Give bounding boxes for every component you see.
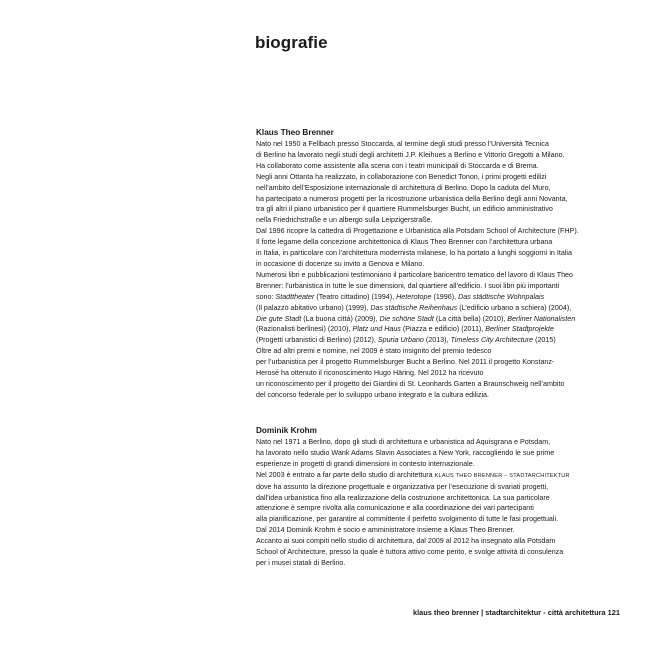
text-run: (Progetti urbanistici di Berlino) (2012), [256,336,378,345]
bio-line: Oltre ad altri premi e nomine, nel 2009 è stato insignito del premio tedesco [256,347,492,356]
book-title: Die schöne Stadt [379,314,434,323]
bio-line: ha lavorato nello studio Wank Adams Slavin Associates a New York, raccogliendo le sue prime [256,448,555,457]
bio-line: ha partecipato a numerosi progetti per la ricostruzione urbanistica della Berlino degli anni Novanta, [256,194,568,203]
bio-line: per i musei statali di Berlino. [256,558,346,567]
bio-line: dall’idea urbanistica fino alla realizzazione della costruzione architettonica. La sua particolare [256,493,550,502]
text-run: (Teatro cittadino) (1994), [314,292,397,301]
text-run: Nel 2003 è entrato a far parte dello studio di architettura [256,470,435,479]
book-title: Stadttheater [275,292,315,301]
bio-line-books [256,303,628,314]
bio-line: un riconoscimento per il progetto dei Giardini di St. Leonhards Garten a Braunschweig nell’ambito [256,379,565,388]
text-run: (La buona città) (2009), [301,314,380,323]
bio-line: Numerosi libri e pubblicazioni testimoniano il particolare baricentro tematico del lavoro di Klaus Theo [256,270,573,279]
bio-line: dove ha assunto la direzione progettuale e organizzativa per l’esecuzione di svariati progetti, [256,482,549,491]
bio-line: in occasione di docenze su invito a Genova e Milano. [256,259,425,268]
office-name: KLAUS THEO BRENNER – STADTARCHITEKTUR [434,472,570,479]
bio-line-books [256,314,628,325]
bio-heading-krohm: Dominik Krohm [256,426,317,435]
book-title: Das städtische Reihenhaus [370,303,458,312]
bio-line: di Berlino ha lavorato negli studi degli architetti J.P. Kleihues a Berlino e Vittorio Gregotti a Milano. [256,150,565,159]
bio-line: nella Friedrichstraße e un albergo sulla Leipzigerstraße. [256,216,433,225]
text-run: (Piazza e edificio) (2011), [400,325,486,334]
text-run: (Razionalisti berlinesi) (2010), [256,325,353,334]
bio-line: Nato nel 1950 a Fellbach presso Stoccarda, al termine degli studi presso l’Università Tecnica [256,140,549,148]
book-title: Die gute Stadt [256,314,302,323]
book-title: Berliner Nationalisten [507,314,576,323]
bio-line: Accanto ai suoi compiti nello studio di architettura, dal 2009 al 2012 ha insegnato alla Potsdam [256,537,556,546]
bio-line: nell’ambito dell’Esposizione internazionale di architettura di Berlino. Dopo la caduta del Muro, [256,183,551,192]
bio-line: Dal 2014 Dominik Krohm è socio e amministratore insieme a Klaus Theo Brenner. [256,526,515,535]
bio-line: in Italia, in particolare con l’architettura modernista milanese, lo ha portato a lunghi soggiorni in Italia [256,249,572,258]
page-footer: klaus theo brenner | stadtarchitektur - città architettura 121 [412,608,620,617]
bio-line-books [256,292,628,303]
text-run: (L’edificio urbano a schiera) (2004), [457,303,572,312]
book-title: Platz und Haus [352,325,401,334]
bio-line: Negli anni Ottanta ha realizzato, in collaborazione con Benedict Tonon, i primi progetti edilizi [256,172,547,181]
book-title: Das städtische Wohnpalais [458,292,545,301]
bio-line: del concorso federale per lo sviluppo urbano integrato e la cultura edilizia. [256,390,490,399]
text-run: (Il palazzo abitativo urbano) (1999), [256,303,371,312]
bio-line-books [256,324,628,335]
text-run: (La città bella) (2010), [433,314,508,323]
book-title: Berliner Stadtprojekte [485,325,554,334]
bio-heading-brenner: Klaus Theo Brenner [256,128,334,137]
bio-klaus-theo-brenner [256,127,628,401]
bio-line: Herosé ha ottenuto il riconoscimento Hugo Häring. Nel 2012 ha ricevuto [256,369,484,378]
book-title: Spuria Urbano [377,336,424,345]
book-title: Timeless City Architecture [450,336,534,345]
text-run: (1996), [431,292,459,301]
bio-line: esperienze in progetti di grandi dimensioni in contesto internazionale. [256,459,475,468]
bio-line-office [256,470,628,482]
bio-line: Brenner: l’urbanistica in tutte le sue dimensioni, dal quartiere all’edificio. I suoi libri più importanti [256,281,560,290]
text-run: (2015) [533,336,556,345]
bio-line: Nato nel 1971 a Berlino, dopo gli studi di architettura e urbanistica ad Aquisgrana e Potsdam, [256,438,551,446]
bio-line: tra gli altri il piano urbanistico per il quartiere Rummelsburger Bucht, un edificio amministrativo [256,205,553,214]
bio-line: Dal 1996 ricopre la cattedra di Progettazione e Urbanistica alla Potsdam School of Architecture (FHP). [256,227,579,236]
page-title: biografie [255,33,328,52]
bio-line: attenzione è sempre rivolta alla comunicazione e alla coordinazione dei vari partecipanti [256,504,534,513]
bio-line-books [256,335,628,346]
text-run: (2013), [423,336,451,345]
bio-line: per l’urbanistica per il progetto Rummelsburger Bucht a Berlino. Nel 2011 il progetto Konstanz- [256,358,555,367]
text-run: sono: [256,292,276,301]
bio-line: Il forte legame della concezione architettonica di Klaus Theo Brenner con l’architettura urbana [256,238,553,247]
bio-dominik-krohm [256,425,628,569]
bio-line: alla pianificazione, per garantire al committente il perfetto svolgimento di tutte le fasi progettuali. [256,515,559,524]
bio-line: Ha collaborato come assistente alla scena con i teatri municipali di Stoccarda e di Brema. [256,161,539,170]
book-title: Heterotope [396,292,432,301]
bio-line: School of Architecture, presso la quale è tuttora attivo come perito, e svolge attività di consulenza [256,548,564,557]
